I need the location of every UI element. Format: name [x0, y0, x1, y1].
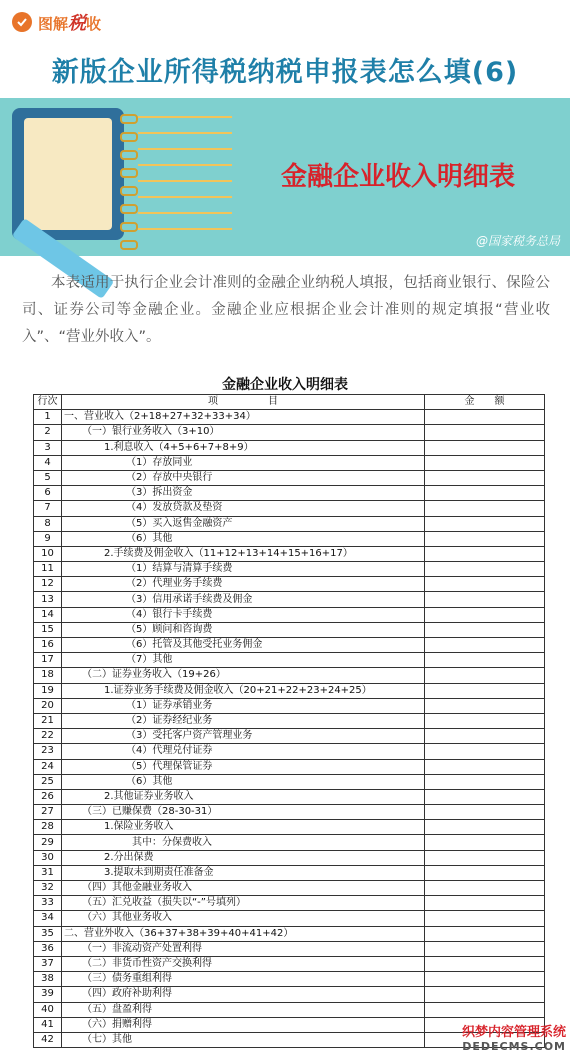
row-amount — [425, 410, 545, 425]
row-item: （6）托管及其他受托业务佣金 — [62, 638, 425, 653]
row-item: （六）捐赠利得 — [62, 1017, 425, 1032]
row-number: 28 — [34, 820, 62, 835]
table-row — [34, 653, 545, 668]
row-amount — [425, 425, 545, 440]
table-row — [34, 805, 545, 820]
row-number: 21 — [34, 713, 62, 728]
table-row — [34, 501, 545, 516]
row-amount — [425, 911, 545, 926]
row-item: （二）证券业务收入（19+26） — [62, 668, 425, 683]
table-header-row — [34, 395, 545, 410]
row-item: （2）存放中央银行 — [62, 470, 425, 485]
logo — [12, 8, 101, 36]
table-row — [34, 850, 545, 865]
row-number: 12 — [34, 577, 62, 592]
row-number: 4 — [34, 455, 62, 470]
row-number: 6 — [34, 486, 62, 501]
row-amount — [425, 638, 545, 653]
table-row — [34, 622, 545, 637]
row-item: 1.证券业务手续费及佣金收入（20+21+22+23+24+25） — [62, 683, 425, 698]
row-amount — [425, 987, 545, 1002]
table-row — [34, 455, 545, 470]
row-number: 23 — [34, 744, 62, 759]
row-amount — [425, 956, 545, 971]
row-number: 9 — [34, 531, 62, 546]
table-row — [34, 562, 545, 577]
row-number: 37 — [34, 956, 62, 971]
table-row — [34, 607, 545, 622]
notebook-rings — [120, 114, 138, 258]
row-item: 1.保险业务收入 — [62, 820, 425, 835]
row-item: （一）非流动资产处置利得 — [62, 941, 425, 956]
row-amount — [425, 713, 545, 728]
row-number: 15 — [34, 622, 62, 637]
table-row — [34, 470, 545, 485]
table-row — [34, 789, 545, 804]
table-row — [34, 881, 545, 896]
row-item: （7）其他 — [62, 653, 425, 668]
row-number: 38 — [34, 972, 62, 987]
table-row — [34, 744, 545, 759]
row-amount — [425, 805, 545, 820]
row-item: （三）已赚保费（28-30-31） — [62, 805, 425, 820]
table-row — [34, 820, 545, 835]
row-item: 2.手续费及佣金收入（11+12+13+14+15+16+17） — [62, 546, 425, 561]
row-item: （五）盘盈利得 — [62, 1002, 425, 1017]
row-number: 42 — [34, 1032, 62, 1047]
row-number: 32 — [34, 881, 62, 896]
row-item: （3）信用承诺手续费及佣金 — [62, 592, 425, 607]
table-row — [34, 531, 545, 546]
row-amount — [425, 516, 545, 531]
row-item: （6）其他 — [62, 774, 425, 789]
table-row — [34, 546, 545, 561]
row-item: （2）证券经纪业务 — [62, 713, 425, 728]
row-item: 2.分出保费 — [62, 850, 425, 865]
row-item: （1）结算与清算手续费 — [62, 562, 425, 577]
row-amount — [425, 926, 545, 941]
row-amount — [425, 607, 545, 622]
row-item: （2）代理业务手续费 — [62, 577, 425, 592]
table-row — [34, 941, 545, 956]
row-amount — [425, 562, 545, 577]
row-number: 30 — [34, 850, 62, 865]
table-row — [34, 486, 545, 501]
intro-paragraph: 本表适用于执行企业会计准则的金融企业纳税人填报，包括商业银行、保险公司、证券公司等金融企业。金融企业应根据企业会计准则的规定填报“营业收入”、“营业外收入”。 — [22, 275, 550, 345]
row-amount — [425, 744, 545, 759]
row-number: 41 — [34, 1017, 62, 1032]
row-amount — [425, 653, 545, 668]
row-item: （一）银行业务收入（3+10） — [62, 425, 425, 440]
table-row — [34, 440, 545, 455]
banner-subtitle: 金融企业收入明细表 — [280, 162, 515, 192]
row-number: 7 — [34, 501, 62, 516]
header-amount: 金 额 — [425, 395, 545, 410]
row-item: （四）其他金融业务收入 — [62, 881, 425, 896]
table-row — [34, 956, 545, 971]
row-number: 29 — [34, 835, 62, 850]
table-row — [34, 972, 545, 987]
main-title: 新版企业所得税纳税申报表怎么填(6) — [51, 57, 519, 88]
row-item: （4）发放贷款及垫资 — [62, 501, 425, 516]
table-row — [34, 410, 545, 425]
row-number: 3 — [34, 440, 62, 455]
row-amount — [425, 729, 545, 744]
row-number: 11 — [34, 562, 62, 577]
row-item: 其中：分保费收入 — [62, 835, 425, 850]
table-row — [34, 577, 545, 592]
row-amount — [425, 668, 545, 683]
row-item: （三）债务重组利得 — [62, 972, 425, 987]
row-item: （五）汇兑收益（损失以“-”号填列） — [62, 896, 425, 911]
source-label: @国家税务总局 — [475, 234, 560, 248]
row-number: 22 — [34, 729, 62, 744]
row-number: 24 — [34, 759, 62, 774]
table-row — [34, 896, 545, 911]
row-item: 1.利息收入（4+5+6+7+8+9） — [62, 440, 425, 455]
row-item: 3.提取未到期责任准备金 — [62, 865, 425, 880]
table-row — [34, 987, 545, 1002]
row-amount — [425, 698, 545, 713]
table-row — [34, 774, 545, 789]
row-number: 25 — [34, 774, 62, 789]
row-amount — [425, 592, 545, 607]
notepad-lines — [138, 116, 232, 244]
row-item: 2.其他证券业务收入 — [62, 789, 425, 804]
row-item: （5）顾问和咨询费 — [62, 622, 425, 637]
row-item: （二）非货币性资产交换利得 — [62, 956, 425, 971]
row-item: （四）政府补助利得 — [62, 987, 425, 1002]
row-number: 2 — [34, 425, 62, 440]
row-number: 39 — [34, 987, 62, 1002]
table-row — [34, 592, 545, 607]
row-number: 10 — [34, 546, 62, 561]
row-amount — [425, 440, 545, 455]
row-item: （6）其他 — [62, 531, 425, 546]
row-number: 34 — [34, 911, 62, 926]
row-amount — [425, 759, 545, 774]
watermark: 织梦内容管理系统 DEDECMS.COM — [461, 1025, 566, 1053]
row-item: （3）拆出资金 — [62, 486, 425, 501]
table-row — [34, 729, 545, 744]
row-amount — [425, 774, 545, 789]
row-number: 18 — [34, 668, 62, 683]
row-number: 8 — [34, 516, 62, 531]
row-number: 26 — [34, 789, 62, 804]
table-row — [34, 759, 545, 774]
row-number: 13 — [34, 592, 62, 607]
logo-text: 图解税收 — [38, 13, 102, 34]
row-amount — [425, 622, 545, 637]
income-detail-table — [33, 394, 545, 1048]
row-amount — [425, 531, 545, 546]
table-row — [34, 835, 545, 850]
row-number: 19 — [34, 683, 62, 698]
banner — [0, 98, 570, 256]
row-item: （1）证券承销业务 — [62, 698, 425, 713]
row-amount — [425, 820, 545, 835]
row-item: （七）其他 — [62, 1032, 425, 1047]
row-amount — [425, 972, 545, 987]
row-number: 5 — [34, 470, 62, 485]
row-amount — [425, 896, 545, 911]
header-row-number: 行次 — [34, 395, 62, 410]
row-item: （5）代理保管证券 — [62, 759, 425, 774]
header-item: 项 目 — [62, 395, 425, 410]
row-item: （1）存放同业 — [62, 455, 425, 470]
row-amount — [425, 486, 545, 501]
row-item: （4）代理兑付证券 — [62, 744, 425, 759]
row-number: 16 — [34, 638, 62, 653]
row-amount — [425, 789, 545, 804]
row-item: （3）受托客户资产管理业务 — [62, 729, 425, 744]
logo-icon — [12, 12, 32, 32]
row-amount — [425, 1002, 545, 1017]
table-row — [34, 425, 545, 440]
row-item: （六）其他业务收入 — [62, 911, 425, 926]
table-row — [34, 683, 545, 698]
row-item: （4）银行卡手续费 — [62, 607, 425, 622]
row-amount — [425, 865, 545, 880]
row-number: 14 — [34, 607, 62, 622]
row-number: 17 — [34, 653, 62, 668]
table-row — [34, 668, 545, 683]
row-number: 36 — [34, 941, 62, 956]
row-amount — [425, 546, 545, 561]
row-amount — [425, 470, 545, 485]
row-number: 1 — [34, 410, 62, 425]
row-amount — [425, 501, 545, 516]
row-item: 二、营业外收入（36+37+38+39+40+41+42） — [62, 926, 425, 941]
table-row — [34, 698, 545, 713]
table-row — [34, 926, 545, 941]
table-title: 金融企业收入明细表 — [222, 377, 348, 393]
row-item: （5）买入返售金融资产 — [62, 516, 425, 531]
table-row — [34, 1002, 545, 1017]
row-item: 一、营业收入（2+18+27+32+33+34） — [62, 410, 425, 425]
row-amount — [425, 455, 545, 470]
row-number: 27 — [34, 805, 62, 820]
row-number: 20 — [34, 698, 62, 713]
row-amount — [425, 835, 545, 850]
table-row — [34, 713, 545, 728]
row-amount — [425, 577, 545, 592]
row-amount — [425, 850, 545, 865]
table-row — [34, 638, 545, 653]
table-row — [34, 911, 545, 926]
row-amount — [425, 881, 545, 896]
table-row — [34, 865, 545, 880]
row-number: 31 — [34, 865, 62, 880]
row-number: 33 — [34, 896, 62, 911]
row-number: 35 — [34, 926, 62, 941]
row-number: 40 — [34, 1002, 62, 1017]
row-amount — [425, 683, 545, 698]
row-amount — [425, 941, 545, 956]
table-row — [34, 516, 545, 531]
